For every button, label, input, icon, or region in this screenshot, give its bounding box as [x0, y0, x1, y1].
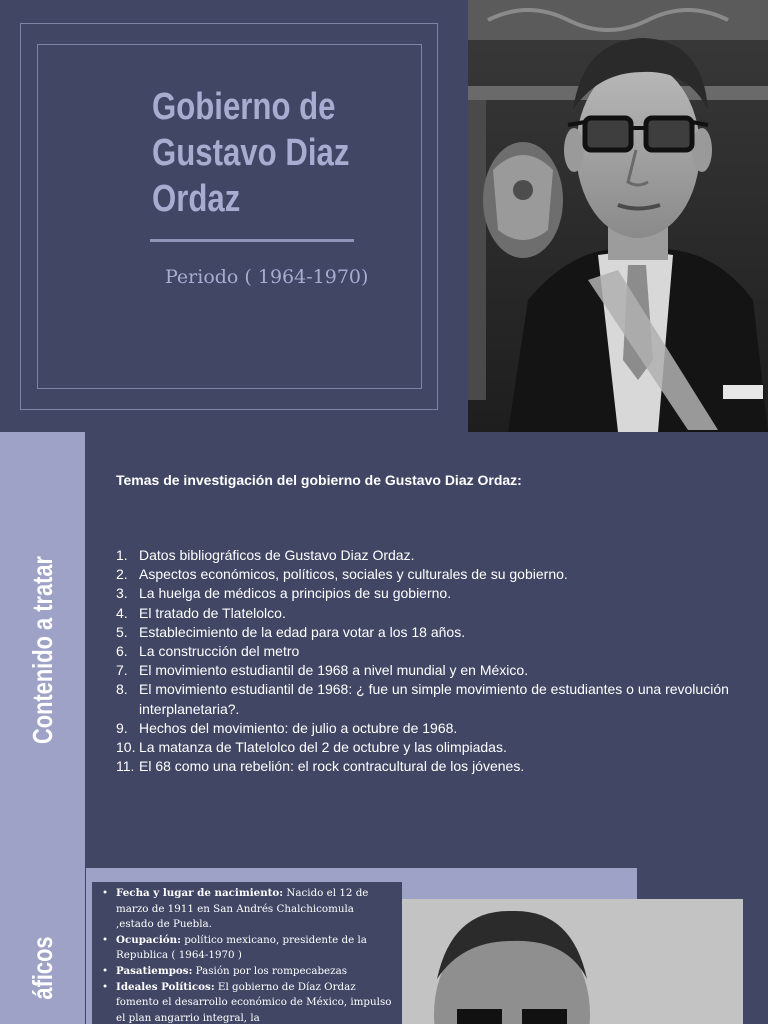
list-item: 8. El movimiento estudiantil de 1968: ¿ fue un simple movimiento de estudiantes o una revolución interplanetaria?. — [116, 681, 729, 717]
list-item: 4. El tratado de Tlatelolco. — [116, 604, 286, 621]
portrait-photo — [402, 899, 743, 1024]
list-item: • Pasatiempos: Pasión por los rompecabezas — [100, 964, 394, 980]
list-item: 7. El movimiento estudiantil de 1968 a nivel mundial y en México. — [116, 662, 529, 679]
portrait-photo — [468, 0, 768, 432]
list-item: 10. La matanza de Tlatelolco del 2 de octubre y las olimpiadas. — [116, 739, 507, 756]
topics-list — [116, 546, 756, 776]
biography-box — [92, 882, 402, 1024]
list-item: 3. La huelga de médicos a principios de su gobierno. — [116, 585, 452, 602]
list-item: 1. Datos bibliográficos de Gustavo Diaz Ordaz. — [116, 547, 415, 563]
slide-subtitle: Periodo ( 1964-1970) — [165, 266, 369, 288]
title-slide — [0, 0, 768, 432]
list-item: 2. Aspectos económicos, políticos, sociales y culturales de su gobierno. — [116, 566, 568, 583]
contents-slide — [0, 432, 768, 868]
list-item: • Fecha y lugar de nacimiento: Nacido el 12 de marzo de 1911 en San Andrés Chalchicomula ,estado de Puebla. — [100, 886, 394, 933]
slide-title: Gobierno de Gustavo Diaz Ordaz — [152, 86, 350, 220]
list-item: 5. Establecimiento de la edad para votar a los 18 años. — [116, 623, 466, 640]
biography-list — [100, 886, 394, 1024]
biography-slide — [0, 868, 768, 1024]
list-item: 6. La construcción del metro — [116, 643, 300, 660]
list-item: 11. El 68 como una rebelión: el rock contracultural de los jóvenes. — [116, 758, 525, 775]
eagle-emblem-icon — [483, 142, 563, 258]
contents-sidebar — [0, 432, 85, 868]
sidebar-label: áficos — [27, 936, 58, 1000]
list-item: 9. Hechos del movimiento: de julio a octubre de 1968. — [116, 719, 458, 736]
biography-sidebar — [0, 868, 85, 1024]
sidebar-label: Contenido a tratar — [27, 555, 58, 745]
title-divider — [150, 239, 354, 242]
list-item: • Ideales Políticos: El gobierno de Díaz Ordaz fomento el desarrollo económico de México, impulso el plan angarrio integral, la — [100, 980, 394, 1024]
contents-heading: Temas de investigación del gobierno de Gustavo Diaz Ordaz: — [116, 472, 522, 488]
list-item: • Ocupación: político mexicano, presidente de la Republica ( 1964-1970 ) — [100, 933, 394, 964]
